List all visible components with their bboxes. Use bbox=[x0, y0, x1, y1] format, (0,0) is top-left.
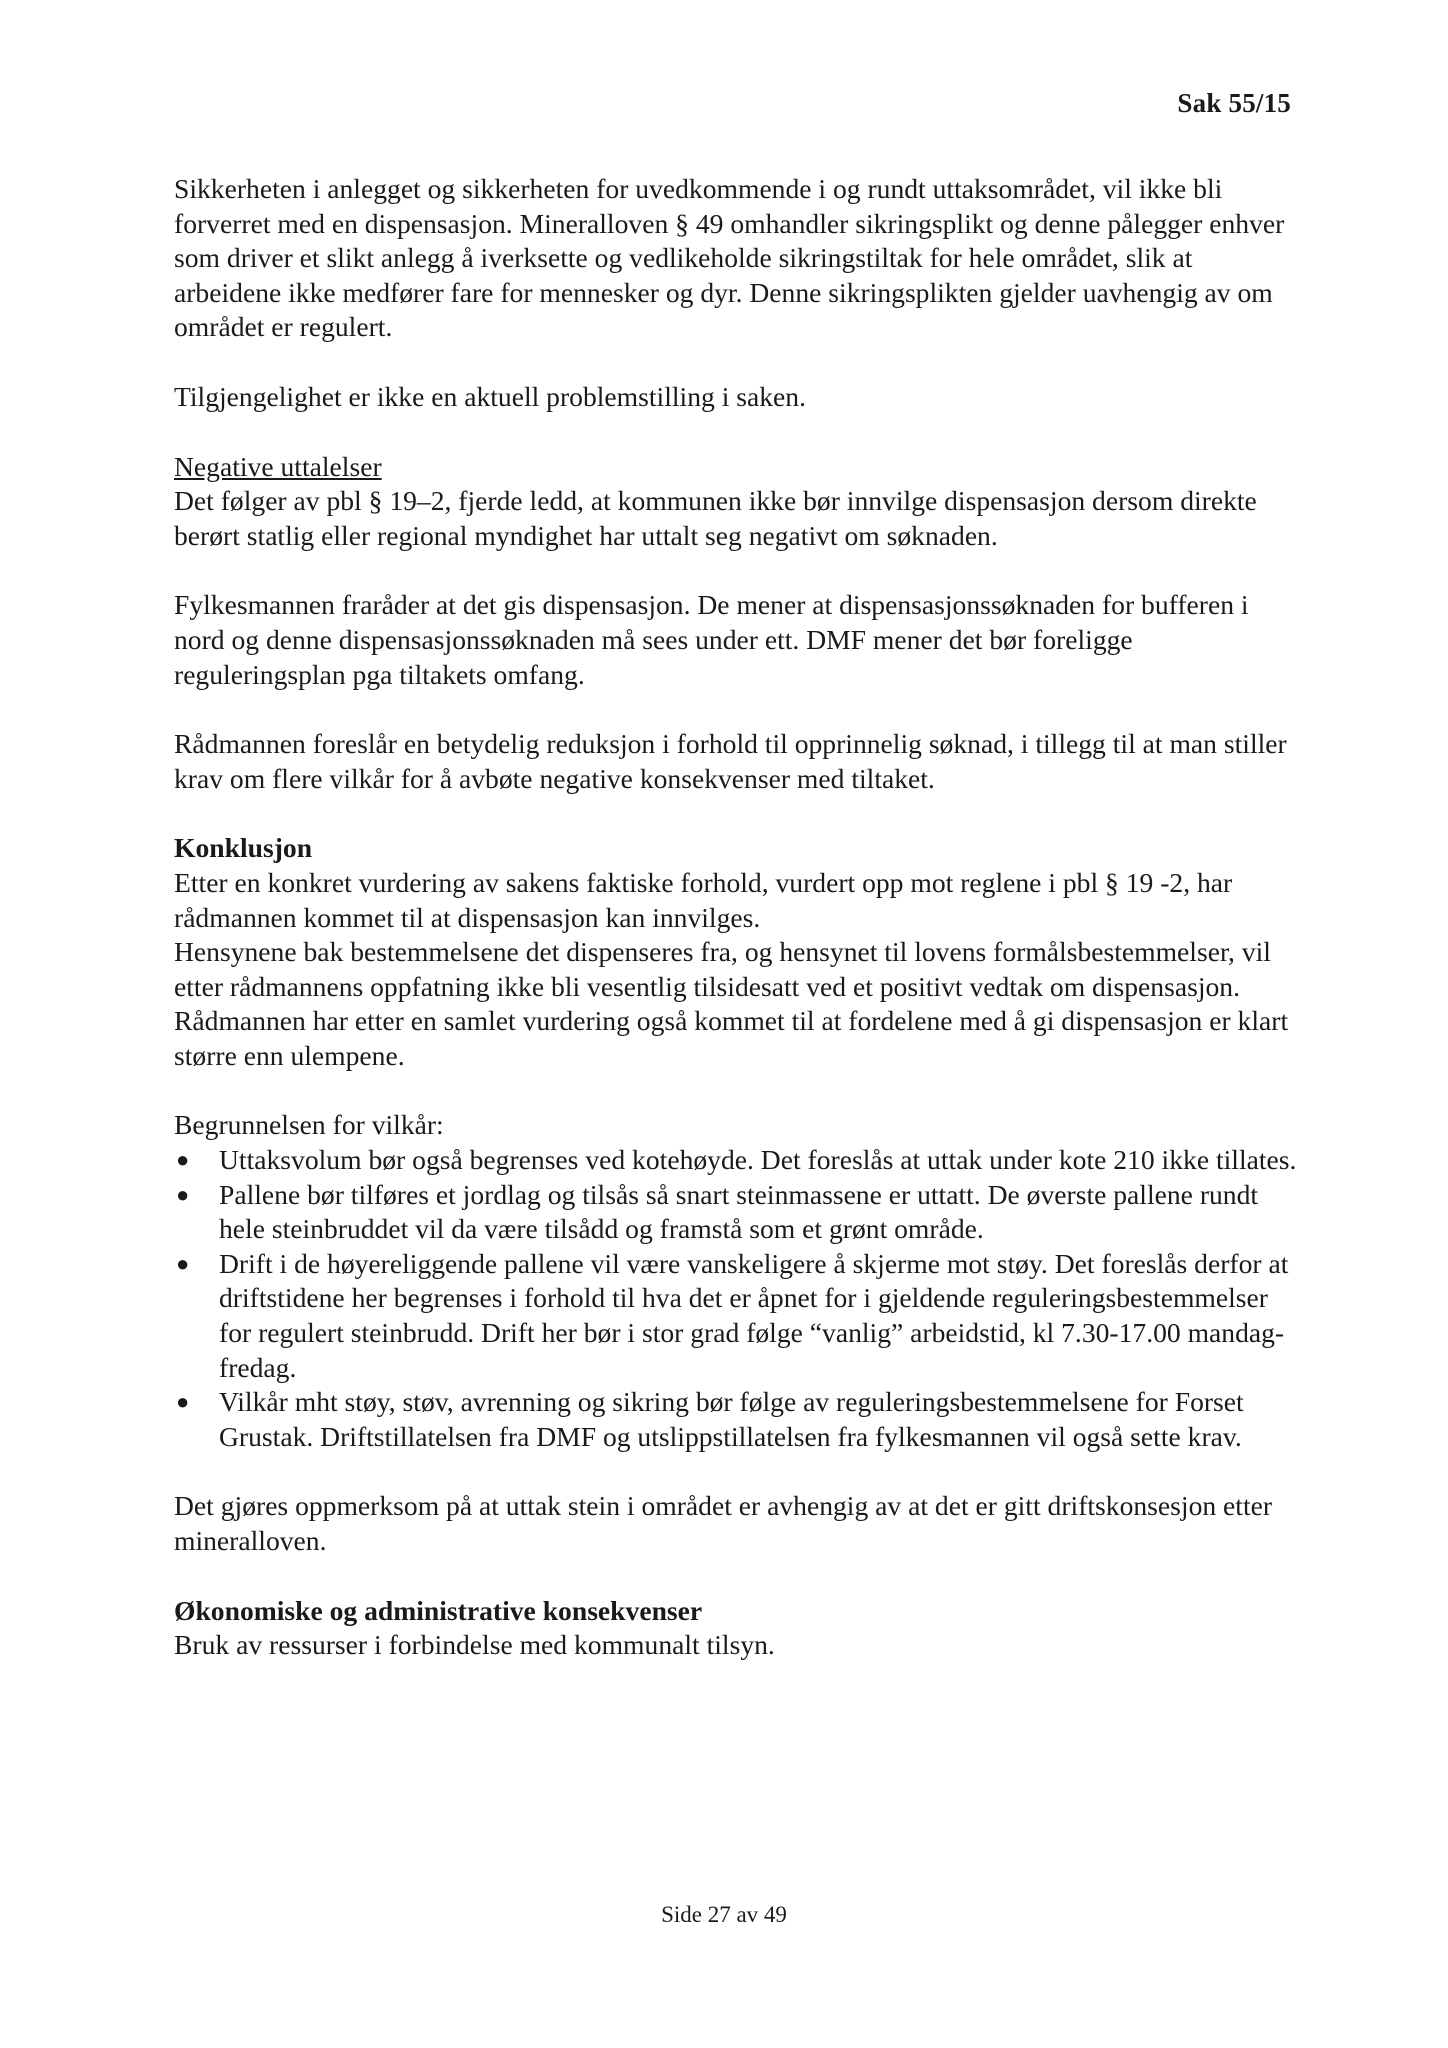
paragraph-operating-license: Det gjøres oppmerksom på at uttak stein i området er avhengig av at det er gitt driftskonsesjon etter mineralloven. bbox=[174, 1490, 1273, 1556]
list-item bbox=[174, 1385, 1304, 1454]
paragraph-conclusion-2: Hensynene bak bestemmelsene det dispenseres fra, og hensynet til lovens formålsbestemmelser, vil etter rådmannens oppfatning ikke bli vesentlig tilsidesatt ved et positivt vedtak om dispensasjon. bbox=[174, 936, 1271, 1002]
list-item bbox=[174, 1247, 1304, 1385]
paragraph-conclusion-1: Etter en konkret vurdering av sakens faktiske forhold, vurdert opp mot reglene i pbl § 19 -2, har rådmannen kommet til at dispensasjon kan innvilges. bbox=[174, 866, 1233, 933]
list-item bbox=[174, 1178, 1304, 1247]
heading-economic-consequences: Økonomiske og administrative konsekvenser bbox=[174, 1594, 703, 1626]
paragraph-safety: Sikkerheten i anlegget og sikkerheten for uvedkommende i og rundt uttaksområdet, vil ikke bli forverret med en dispensasjon. Mineralloven § 49 omhandler sikringsplikt og denne pålegger enhver som driver et slikt anlegg å iverksette og vedlikeholde sikringstiltak for hele området, slik at arbeidene ikke medfører fare for mennesker og dyr. Denne sikringsplikten gjelder uavhengig av om området er regulert. bbox=[174, 173, 1285, 343]
bullet-icon: ● bbox=[176, 1181, 190, 1207]
bullet-icon: ● bbox=[176, 1389, 190, 1415]
conditions-list bbox=[174, 1143, 1304, 1454]
document-body bbox=[174, 172, 1304, 1663]
paragraph-pbl-rule: Det følger av pbl § 19–2, fjerde ledd, at kommunen ikke bør innvilge dispensasjon dersom direkte berørt statlig eller regional myndighet har uttalt seg negativt om søknaden. bbox=[174, 485, 1257, 551]
paragraph-conclusion-3: Rådmannen har etter en samlet vurdering også kommet til at fordelene med å gi dispensasjon er klart større enn ulempene. bbox=[174, 1005, 1289, 1071]
heading-negative-statements: Negative uttalelser bbox=[174, 450, 382, 482]
conditions-intro: Begrunnelsen for vilkår: bbox=[174, 1109, 444, 1141]
page-number: Side 27 av 49 bbox=[661, 1902, 787, 1927]
bullet-icon: ● bbox=[176, 1147, 190, 1173]
case-number: Sak 55/15 bbox=[1177, 88, 1291, 118]
paragraph-resources: Bruk av ressurser i forbindelse med kommunalt tilsyn. bbox=[174, 1629, 775, 1661]
list-item-text: Drift i de høyereliggende pallene vil være vanskeligere å skjerme mot støy. Det foreslås derfor at driftstidene her begrenses i forhold til hva det er åpnet for i gjeldende reguleringsbestemmelser for regulert steinbrudd. Drift her bør i stor grad følge “vanlig” arbeidstid, kl 7.30-17.00 mandag-fredag. bbox=[219, 1247, 1289, 1383]
heading-conclusion: Konklusjon bbox=[174, 832, 313, 864]
paragraph-accessibility: Tilgjengelighet er ikke en aktuell problemstilling i saken. bbox=[174, 380, 806, 412]
bullet-icon: ● bbox=[176, 1250, 190, 1276]
list-item-text: Vilkår mht støy, støv, avrenning og sikring bør følge av reguleringsbestemmelsene for Forset Grustak. Driftstillatelsen fra DMF og utslippstillatelsen fra fylkesmannen vil også sette krav. bbox=[219, 1386, 1244, 1452]
paragraph-chief-executive: Rådmannen foreslår en betydelig reduksjon i forhold til opprinnelig søknad, i tillegg til at man stiller krav om flere vilkår for å avbøte negative konsekvenser med tiltaket. bbox=[174, 728, 1287, 794]
list-item-text: Uttaksvolum bør også begrenses ved kotehøyde. Det foreslås at uttak under kote 210 ikke tillates. bbox=[219, 1144, 1297, 1176]
list-item bbox=[174, 1143, 1304, 1178]
list-item-text: Pallene bør tilføres et jordlag og tilsås så snart steinmassene er uttatt. De øverste pallene rundt hele steinbruddet vil da være tilsådd og framstå som et grønt område. bbox=[219, 1178, 1259, 1245]
paragraph-county-governor: Fylkesmannen fraråder at det gis dispensasjon. De mener at dispensasjonssøknaden for bufferen i nord og denne dispensasjonssøknaden må sees under ett. DMF mener det bør foreligge reguleringsplan pga tiltakets omfang. bbox=[174, 589, 1249, 690]
